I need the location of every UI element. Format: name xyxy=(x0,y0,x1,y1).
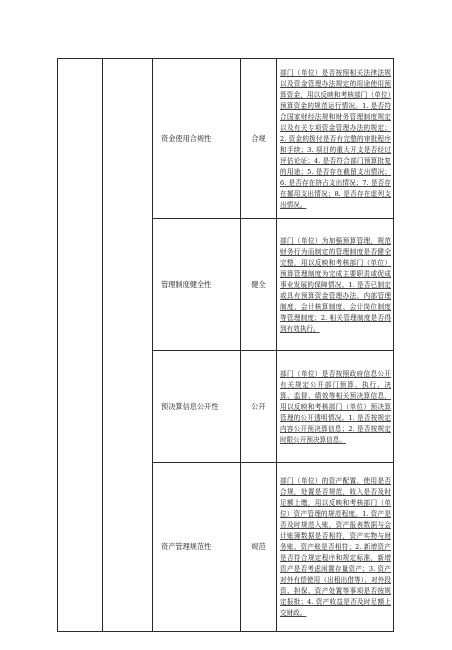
indicator-name: 资金使用合规性 xyxy=(153,59,241,219)
indicator-status: 健全 xyxy=(241,219,277,351)
indicator-description-cell xyxy=(277,219,394,351)
indicator-name: 预决算信息公开性 xyxy=(153,351,241,463)
indicator-name: 资产管理规范性 xyxy=(153,463,241,632)
indicator-description-cell xyxy=(277,59,394,219)
indicator-status: 合规 xyxy=(241,59,277,219)
evaluation-table xyxy=(57,58,394,632)
indicator-description-cell xyxy=(277,463,394,632)
indicator-description-cell xyxy=(277,351,394,463)
table-cell-level2 xyxy=(103,59,153,632)
indicator-status: 规范 xyxy=(241,463,277,632)
indicator-status: 公开 xyxy=(241,351,277,463)
indicator-description: 部门（单位）的资产配置、使用是否合规，处置是否规范，收入是否及时足额上缴，用以反映和考核部门（单位）资产管理的规范程度。1. 资产是否及时规范入账，资产报表数据与会计账簿数据是否相符，资产实物与财务账、资产账是否相符；2. 新增资产是否符合规定程序和规定标准，新增资产是否考虑闲置存量资产；3. 资产对外有偿使用（出租出借等）、对外投资、担保、资产处置等事项是否按规定报批；4. 资产收益是否及时足额上交财政。 xyxy=(280,477,391,617)
indicator-name: 管理制度健全性 xyxy=(153,219,241,351)
indicator-description: 部门（单位）是否按照政府信息公开有关规定公开部门预算、执行、决算、监督、绩效等相关预决算信息，用以反映和考核部门（单位）预决算管理的公开透明情况。1. 是否按规定内容公开预决算信息；2. 是否按规定时限公开预决算信息。 xyxy=(280,369,391,444)
indicator-description: 部门（单位）是否按照相关法律法规以及资金管理办法规定的用途使用预算资金，用以反映和考核部门（单位）预算资金的规范运行情况。1. 是否符合国家财经法规和财务管理制度规定以及有关专项资金管理办法的规定；2. 资金的拨付是否有完整的审批程序和手续；3. 项目的重大开支是否经过评估论证；4. 是否符合部门预算批复的用途；5. 是否存在截留支出情况；6. 是否存在挤占支出情况；7. 是否存在挪用支出情况；8. 是否存在虚列支出情况。 xyxy=(280,68,391,209)
table-cell-level1 xyxy=(58,59,103,632)
table-row xyxy=(58,59,394,219)
indicator-description: 部门（单位）为加强预算管理，规范财务行为而制定的管理制度是否健全完整，用以反映和考核部门（单位）预算管理制度为完成主要职责或促成事业发展的保障情况。1. 是否已制定或具有预算资金管理办法、内部管理制度、会计核算制度、会计岗位制度等管理制度；2. 相关管理制度是否得到有效执行。 xyxy=(280,236,391,333)
